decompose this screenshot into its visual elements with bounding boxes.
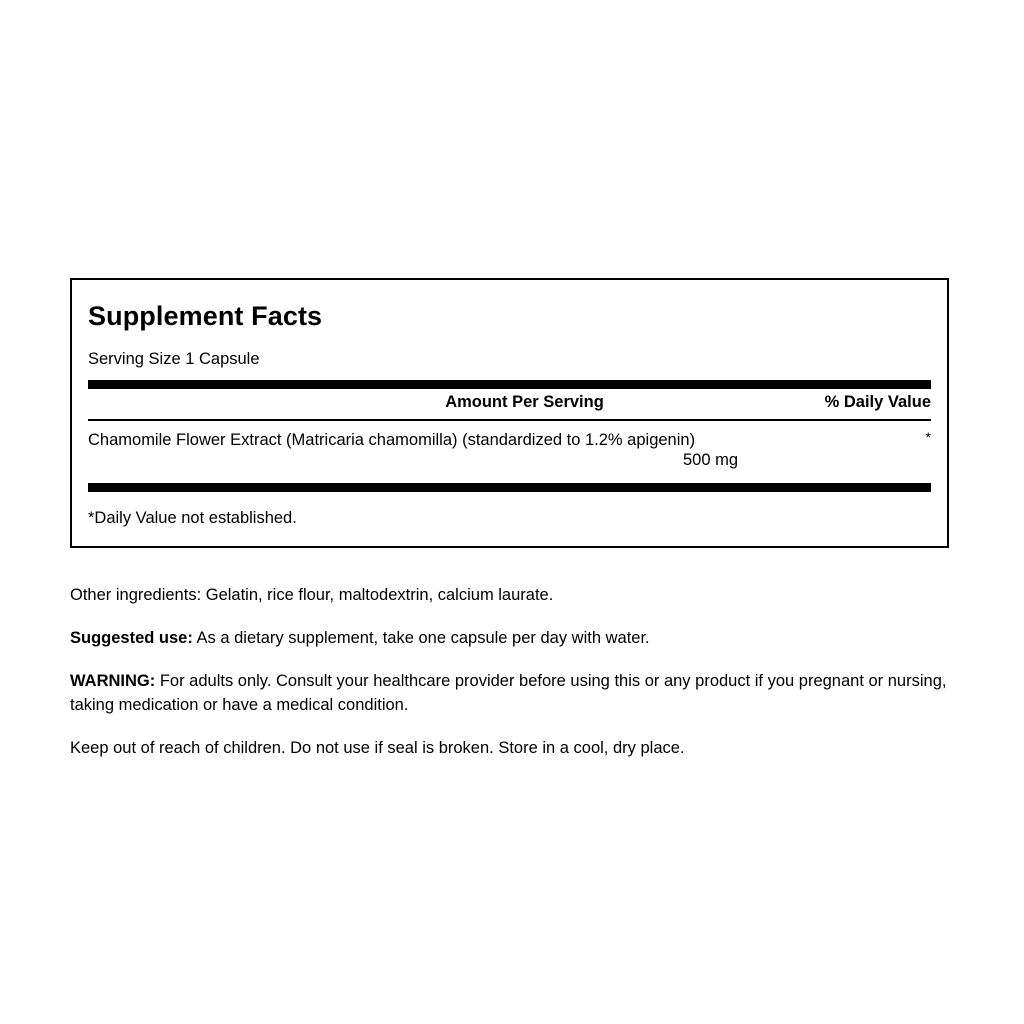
ingredient-amount: 500 mg: [683, 451, 739, 470]
panel-title: Supplement Facts: [88, 301, 323, 331]
column-header-amount: Amount Per Serving: [445, 393, 604, 412]
divider-thin: [88, 419, 931, 421]
ingredient-daily-value: *: [925, 429, 931, 446]
ingredient-name: Chamomile Flower Extract (Matricaria chamomilla) (standardized to 1.2% apigenin): [88, 431, 696, 450]
divider-thick-bottom: [88, 483, 931, 492]
suggested-use-text: As a dietary supplement, take one capsule per day with water.: [192, 628, 650, 647]
serving-size: Serving Size 1 Capsule: [88, 349, 260, 368]
other-ingredients: Other ingredients: Gelatin, rice flour, maltodextrin, calcium laurate.: [70, 586, 554, 604]
daily-value-footnote: *Daily Value not established.: [88, 509, 297, 528]
table-row: [88, 429, 931, 477]
warning-label: WARNING:: [70, 671, 156, 690]
warning-text: For adults only. Consult your healthcare provider before using this or any product if you pregnant or nursing, taking medication or have a medical condition.: [70, 671, 947, 714]
warning: [70, 670, 950, 718]
supplement-facts-panel: [70, 278, 949, 548]
divider-thick-top: [88, 380, 931, 389]
suggested-use-label: Suggested use:: [70, 628, 193, 647]
column-header-daily-value: % Daily Value: [824, 393, 931, 412]
suggested-use: [70, 627, 950, 651]
keep-out-of-reach: Keep out of reach of children. Do not use if seal is broken. Store in a cool, dry place.: [70, 738, 685, 757]
column-headers: [88, 393, 931, 419]
label-body-text: [70, 584, 950, 780]
